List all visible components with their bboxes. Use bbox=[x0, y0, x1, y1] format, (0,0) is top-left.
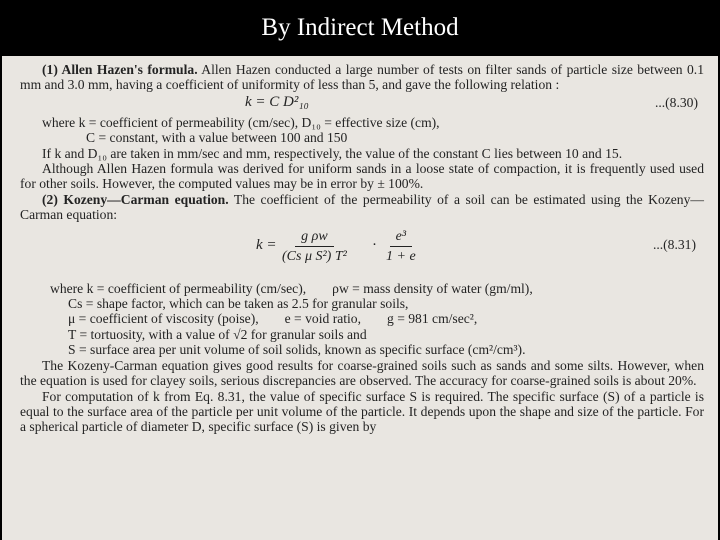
equation-8-30-number: ...(8.30) bbox=[654, 94, 698, 110]
hazen-definitions bbox=[20, 115, 704, 146]
equation-8-31-lhs: k = bbox=[256, 236, 277, 253]
equation-8-30-formula: k = C D²₁₀ bbox=[245, 93, 309, 110]
kozeny-def-cs: Cs = shape factor, which can be taken as 2.5 for granular soils, bbox=[68, 296, 409, 312]
slide-title-text: By Indirect Method bbox=[261, 14, 459, 41]
kozeny-def-rho: ρw = mass density of water (gm/ml), bbox=[332, 280, 533, 296]
kozeny-def-mu: μ = coefficient of viscosity (poise), bbox=[68, 311, 259, 327]
paragraph-specific-surface: For computation of k from Eq. 8.31, the value of specific surface S is required. The specific surface (S) of a particle is equal to the surface area of the particle per unit volume of the particle. It depends upon the shape and size of the particle. For a spherical particle of diameter D, specific surface (S) is given by bbox=[20, 388, 704, 435]
paragraph-accuracy: Although Allen Hazen formula was derived for uniform sands in a loose state of compaction, it is frequently used used for other soils. However, the computed values may be in error by ± 100%. bbox=[20, 161, 704, 192]
fraction-2-denominator: 1 + e bbox=[386, 249, 416, 265]
kozeny-def-k: where k = coefficient of permeability (cm/sec), bbox=[50, 280, 307, 296]
kozeny-def-g: g = 981 cm/sec², bbox=[387, 311, 478, 327]
paragraph-kozeny bbox=[20, 192, 704, 223]
equation-8-31-fraction-2 bbox=[386, 229, 416, 265]
kozeny-def-t: T = tortuosity, with a value of √2 for granular soils and bbox=[68, 326, 367, 342]
kozeny-text: The coefficient of the permeability of a soil can be estimated using the Kozeny—Carman equation: bbox=[20, 191, 704, 223]
paragraph-hazen bbox=[20, 62, 704, 93]
kozeny-def-line-3 bbox=[20, 311, 704, 326]
kozeny-def-s: S = surface area per unit volume of soil solids, known as specific surface (cm²/cm³). bbox=[68, 342, 526, 358]
hazen-heading: (1) Allen Hazen's formula. bbox=[42, 62, 198, 77]
scanned-page bbox=[0, 56, 718, 540]
equation-8-31 bbox=[20, 225, 704, 281]
fraction-1-numerator: g ρw bbox=[295, 229, 334, 247]
equation-8-31-fraction-1 bbox=[282, 229, 347, 265]
equation-8-31-dot: · bbox=[372, 236, 377, 253]
paragraph-units: If k and D₁₀ are taken in mm/sec and mm, respectively, the value of the constant C lies between 10 and 15. bbox=[42, 145, 623, 161]
paragraph-kozeny-results: The Kozeny-Carman equation gives good results for coarse-grained soils such as sands and some silts. However, when the equation is used for clayey soils, serious discrepancies are observed. The accuracy for coarse-grained soils is about 20%. bbox=[20, 357, 704, 389]
kozeny-definitions bbox=[20, 281, 704, 358]
hazen-def-c: C = constant, with a value between 100 and 150 bbox=[86, 130, 348, 146]
kozeny-heading: (2) Kozeny—Carman equation. bbox=[42, 191, 229, 207]
hazen-def-k: where k = coefficient of permeability (cm/sec), D₁₀ = effective size (cm), bbox=[42, 114, 440, 130]
equation-8-30 bbox=[20, 93, 704, 115]
kozeny-def-line-1 bbox=[20, 281, 704, 296]
hazen-text: Allen Hazen conducted a large number of tests on filter sands of particle size between 0.1 mm and 3.0 mm, having a coefficient of uniformity of less than 5, and gave the following relation : bbox=[20, 62, 704, 93]
kozeny-def-e: e = void ratio, bbox=[284, 311, 361, 327]
fraction-2-numerator: e³ bbox=[390, 229, 412, 247]
fraction-1-denominator: (Cs μ S²) T² bbox=[282, 249, 347, 265]
equation-8-31-number: ...(8.31) bbox=[652, 236, 696, 252]
slide-title bbox=[0, 0, 720, 56]
